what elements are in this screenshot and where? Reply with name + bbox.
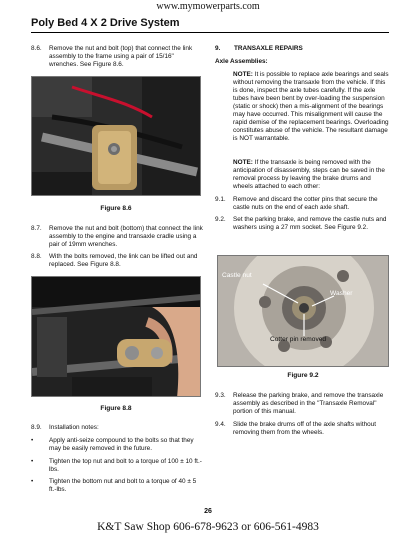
page-title: Poly Bed 4 X 2 Drive System xyxy=(31,17,180,29)
step-text: Release the parking brake, and remove the transaxle assembly as described in the "Transaxle Removal" portion of this manual. xyxy=(233,392,384,415)
bullet-symbol: • xyxy=(31,478,34,485)
note-label: NOTE: xyxy=(233,71,253,78)
step-text: Installation notes: xyxy=(49,424,99,431)
site-url: www.mymowerparts.com xyxy=(156,1,260,12)
bullet-text: Tighten the top nut and bolt to a torque of 100 ± 10 ft.-lbs. xyxy=(49,458,202,473)
figure-9-2-caption: Figure 9.2 xyxy=(287,372,319,379)
note-label: NOTE: xyxy=(233,159,253,166)
bullet-text: Apply anti-seize compound to the bolts so that they may be easily removed in the future. xyxy=(49,437,194,452)
castle-nut-label: Castle nut xyxy=(222,272,252,279)
step-9-2 xyxy=(215,216,391,232)
step-8-9 xyxy=(31,424,203,432)
step-number: 8.9. xyxy=(31,424,42,431)
page-number: 26 xyxy=(204,508,212,515)
bullet-item xyxy=(31,437,203,453)
bullet-symbol: • xyxy=(31,437,34,444)
figure-8-8-photo xyxy=(31,276,201,397)
figure-9-2-photo xyxy=(217,255,389,367)
figure-8-6-photo xyxy=(31,76,201,196)
step-number: 9.1. xyxy=(215,196,226,203)
step-number: 9.3. xyxy=(215,392,226,399)
step-9-3 xyxy=(215,392,391,416)
bullet-text: Tighten the bottom nut and bolt to a torque of 40 ± 5 ft.-lbs. xyxy=(49,478,197,493)
step-number: 8.7. xyxy=(31,225,42,232)
note-axle xyxy=(233,71,391,143)
cotter-pin-label: Cotter pin removed xyxy=(270,336,327,343)
section-number: 9. xyxy=(215,45,221,52)
washer-label: Washer xyxy=(330,290,353,297)
step-8-7 xyxy=(31,225,203,249)
subheading: Axle Assemblies: xyxy=(215,58,268,65)
figure-8-8-caption: Figure 8.8 xyxy=(100,405,132,412)
step-9-1 xyxy=(215,196,391,212)
step-8-8 xyxy=(31,253,203,269)
note-transaxle xyxy=(233,159,391,191)
step-number: 9.4. xyxy=(215,421,226,428)
step-text: With the bolts removed, the link can be lifted out and replaced. See Figure 8.8. xyxy=(49,253,198,268)
shop-footer: K&T Saw Shop 606-678-9623 or 606-561-4983 xyxy=(97,521,319,533)
step-8-6 xyxy=(31,45,203,69)
step-number: 8.6. xyxy=(31,45,42,52)
step-text: Remove the nut and bolt (bottom) that connect the link assembly to the engine and transaxle cradle using a pair of 19mm wrenches. xyxy=(49,225,203,248)
step-text: Remove and discard the cotter pins that secure the castle nuts on the end of each axle shaft. xyxy=(233,196,378,211)
bullet-item xyxy=(31,458,203,474)
step-9-4 xyxy=(215,421,391,437)
step-number: 9.2. xyxy=(215,216,226,223)
bullet-item xyxy=(31,478,203,494)
bullet-symbol: • xyxy=(31,458,34,465)
note-text: It is possible to replace axle bearings and seals without removing the transaxle from the vehicle. If this is done, inspect the axle tubes carefully. If the axle tubes have been bent by over-loading the suspension (static or shock) then a mis-alignment of the bearings may have occurred. This misalignment will cause the rapid demise of the replacement bearings. Overloading constitutes abuse of the vehicle. The resultant damage is NOT warrantable. xyxy=(233,71,389,142)
step-text: Remove the nut and bolt (top) that connect the link assembly to the frame using a pair of 15/16" wrenches. See Figure 8.6. xyxy=(49,45,193,68)
link-assembly-top-illustration xyxy=(32,77,201,196)
step-text: Slide the brake drums off of the axle shafts without removing them from the wheels. xyxy=(233,421,377,436)
note-text: If the transaxle is being removed with the anticipation of disassembly, steps can be saved in the removal process by leaving the brake drums and wheels attached to each other: xyxy=(233,159,385,190)
link-assembly-bottom-illustration xyxy=(32,277,201,397)
section-title: TRANSAXLE REPAIRS xyxy=(234,45,303,52)
figure-8-6-caption: Figure 8.6 xyxy=(100,205,132,212)
section-heading xyxy=(215,45,390,53)
step-number: 8.8. xyxy=(31,253,42,260)
header-rule xyxy=(31,32,389,33)
step-text: Set the parking brake, and remove the castle nuts and washers using a 27 mm socket. See Figure 9.2. xyxy=(233,216,387,231)
